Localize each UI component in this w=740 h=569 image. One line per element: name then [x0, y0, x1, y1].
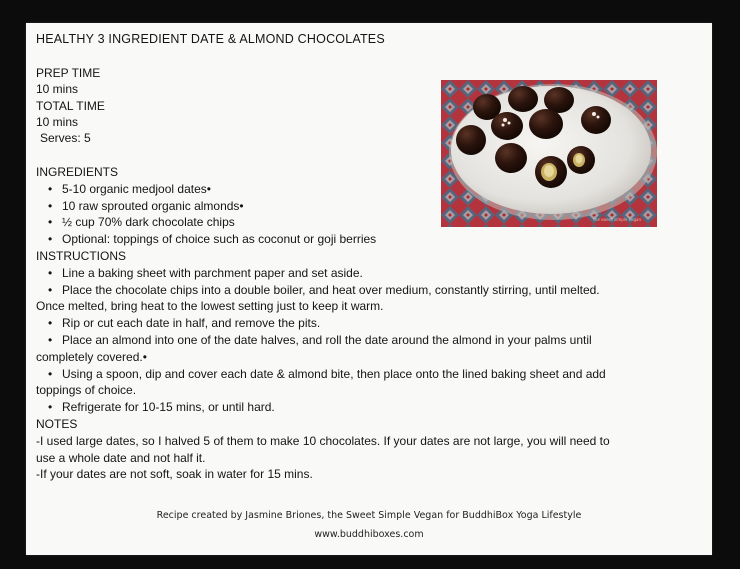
instructions-heading: INSTRUCTIONS	[36, 248, 126, 263]
instruction-step: • Using a spoon, dip and cover each date & almond bite, then place onto the lined baking sheet and add	[48, 366, 606, 381]
prep-time-value: 10 mins	[36, 82, 79, 97]
footer-credit: Recipe created by Jasmine Briones, the Sweet Simple Vegan for BuddhiBox Yoga Lifestyle	[156, 510, 582, 521]
ingredient-item: • ½ cup 70% dark chocolate chips	[48, 215, 235, 230]
note-line: use a whole date and not half it.	[36, 450, 206, 465]
instruction-step: • Rip or cut each date in half, and remove the pits.	[48, 316, 321, 331]
instruction-continuation: Once melted, bring heat to the lowest setting just to keep it warm.	[36, 299, 384, 314]
recipe-meta	[36, 65, 105, 146]
recipe-body	[36, 164, 704, 483]
instruction-step: • Refrigerate for 10-15 mins, or until hard.	[48, 400, 275, 415]
instruction-continuation: toppings of choice.	[36, 383, 137, 398]
ingredient-item: • 5-10 organic medjool dates•	[48, 181, 211, 196]
total-time-label: TOTAL TIME	[36, 98, 105, 113]
note-line: -If your dates are not soft, soak in water for 15 mins.	[36, 467, 313, 482]
instruction-continuation: completely covered.•	[36, 349, 147, 364]
ingredient-item: • Optional: toppings of choice such as coconut or goji berries	[48, 232, 377, 247]
serves-text: Serves: 5	[40, 131, 91, 146]
note-line: -I used large dates, so I halved 5 of them to make 10 chocolates. If your dates are not large, you will need to	[36, 433, 610, 448]
prep-time-label: PREP TIME	[36, 66, 101, 80]
notes-heading: NOTES	[36, 416, 78, 431]
recipe-card	[26, 23, 712, 555]
instruction-step: • Line a baking sheet with parchment paper and set aside.	[48, 265, 363, 280]
instruction-step: • Place the chocolate chips into a double boiler, and heat over medium, constantly stirring, until melted.	[48, 282, 600, 297]
svg-text:the sweet simple vegan: the sweet simple vegan	[593, 217, 641, 222]
ingredients-heading: INGREDIENTS	[36, 165, 119, 179]
footer-url: www.buddhiboxes.com	[314, 529, 424, 540]
instruction-step: • Place an almond into one of the date halves, and roll the date around the almond in your palms until	[48, 332, 592, 347]
recipe-title: HEALTHY 3 INGREDIENT DATE & ALMOND CHOCOLATES	[36, 32, 385, 46]
ingredient-item: • 10 raw sprouted organic almonds•	[48, 198, 244, 213]
total-time-value: 10 mins	[36, 114, 79, 129]
